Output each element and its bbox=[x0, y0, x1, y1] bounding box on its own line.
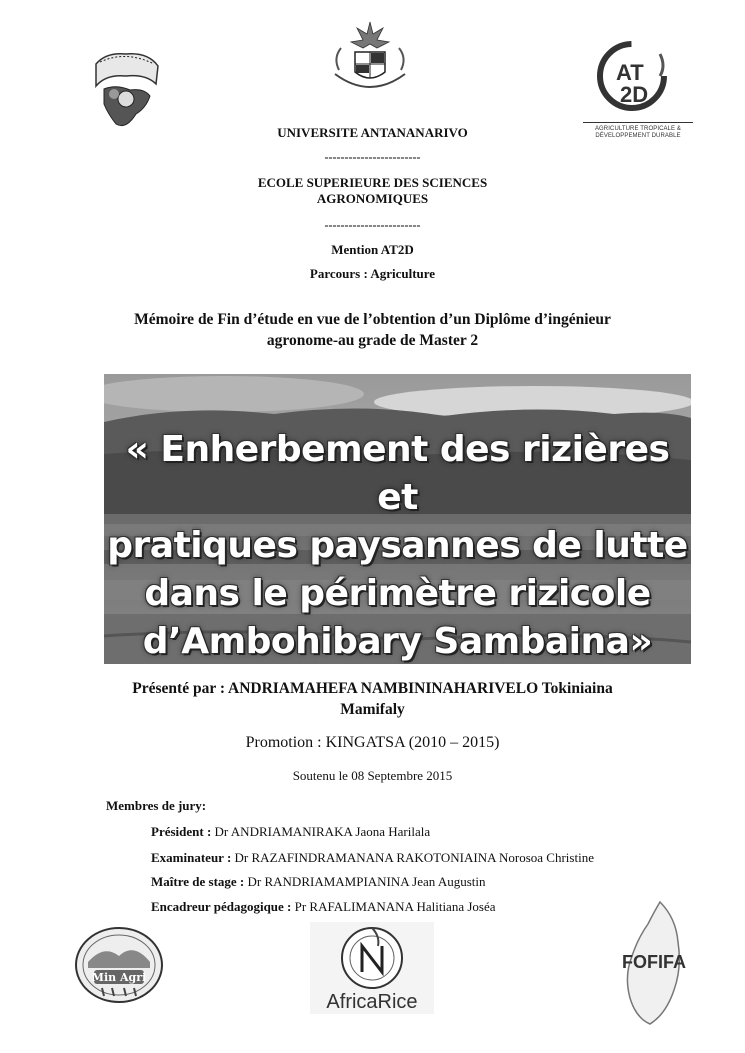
parcours: Parcours : Agriculture bbox=[309, 266, 436, 281]
author-line1: Présenté par : ANDRIAMAHEFA NAMBININAHARIVELO Tokiniaina bbox=[132, 680, 613, 697]
minagri-logo bbox=[74, 926, 164, 1004]
separator-1: ------------------------ bbox=[324, 150, 421, 164]
school-name-line1: ECOLE SUPERIEURE DES SCIENCES bbox=[257, 175, 488, 190]
jury-name: Dr ANDRIAMANIRAKA Jaona Harilala bbox=[214, 824, 431, 839]
fofifa-logo bbox=[620, 898, 690, 1028]
svg-text:2D: 2D bbox=[620, 82, 649, 107]
jury-name: Dr RAZAFINDRAMANANA RAKOTONIAINA Norosoa Christine bbox=[234, 850, 594, 865]
jury-member-president bbox=[151, 824, 430, 840]
at2d-caption-line1: AGRICULTURE TROPICALE & bbox=[594, 126, 682, 132]
university-name: UNIVERSITE ANTANANARIVO bbox=[277, 125, 468, 140]
thesis-title-line4: d’Ambohibary Sambaina» bbox=[142, 621, 653, 662]
thesis-title bbox=[104, 426, 691, 664]
jury-role: Président : bbox=[151, 824, 212, 839]
promotion: Promotion : KINGATSA (2010 – 2015) bbox=[245, 734, 500, 751]
svg-text:FOFIFA: FOFIFA bbox=[622, 952, 686, 972]
thesis-title-line3: dans le périmètre rizicole bbox=[144, 573, 651, 614]
africarice-logo bbox=[310, 922, 434, 1014]
defense-date: Soutenu le 08 Septembre 2015 bbox=[292, 768, 453, 783]
memoire-line1: Mémoire de Fin d’étude en vue de l’obtention d’un Diplôme d’ingénieur bbox=[134, 311, 611, 328]
jury-name: Dr RANDRIAMAMPIANINA Jean Augustin bbox=[247, 874, 486, 889]
svg-text:AT: AT bbox=[616, 60, 644, 85]
jury-member-maitre-de-stage bbox=[151, 874, 486, 890]
title-banner bbox=[104, 374, 691, 664]
separator-2: ------------------------ bbox=[324, 218, 421, 232]
jury-role: Examinateur : bbox=[151, 850, 232, 865]
africarice-text: AfricaRice bbox=[326, 991, 418, 1013]
jury-role: Maître de stage : bbox=[151, 874, 245, 889]
jury-member-encadreur bbox=[151, 899, 496, 915]
memoire-line2: agronome-au grade de Master 2 bbox=[266, 332, 479, 349]
author-line2: Mamifaly bbox=[340, 701, 405, 718]
school-name-line2: AGRONOMIQUES bbox=[316, 191, 429, 206]
minagri-text: Min Agri bbox=[91, 971, 147, 984]
school-logo-left bbox=[86, 44, 166, 134]
at2d-logo bbox=[596, 40, 674, 118]
at2d-caption-line2: DÉVELOPPEMENT DURABLE bbox=[595, 133, 681, 139]
thesis-title-line2: pratiques paysannes de lutte bbox=[107, 525, 688, 566]
jury-role: Encadreur pédagogique : bbox=[151, 899, 292, 914]
jury-name: Pr RAFALIMANANA Halitiana Joséa bbox=[294, 899, 496, 914]
mention: Mention AT2D bbox=[331, 242, 414, 257]
thesis-title-line1: « Enherbement des rizières et bbox=[125, 429, 670, 518]
university-crest-logo bbox=[325, 18, 415, 100]
jury-member-examinateur bbox=[151, 850, 594, 866]
jury-heading: Membres de jury: bbox=[106, 798, 207, 813]
